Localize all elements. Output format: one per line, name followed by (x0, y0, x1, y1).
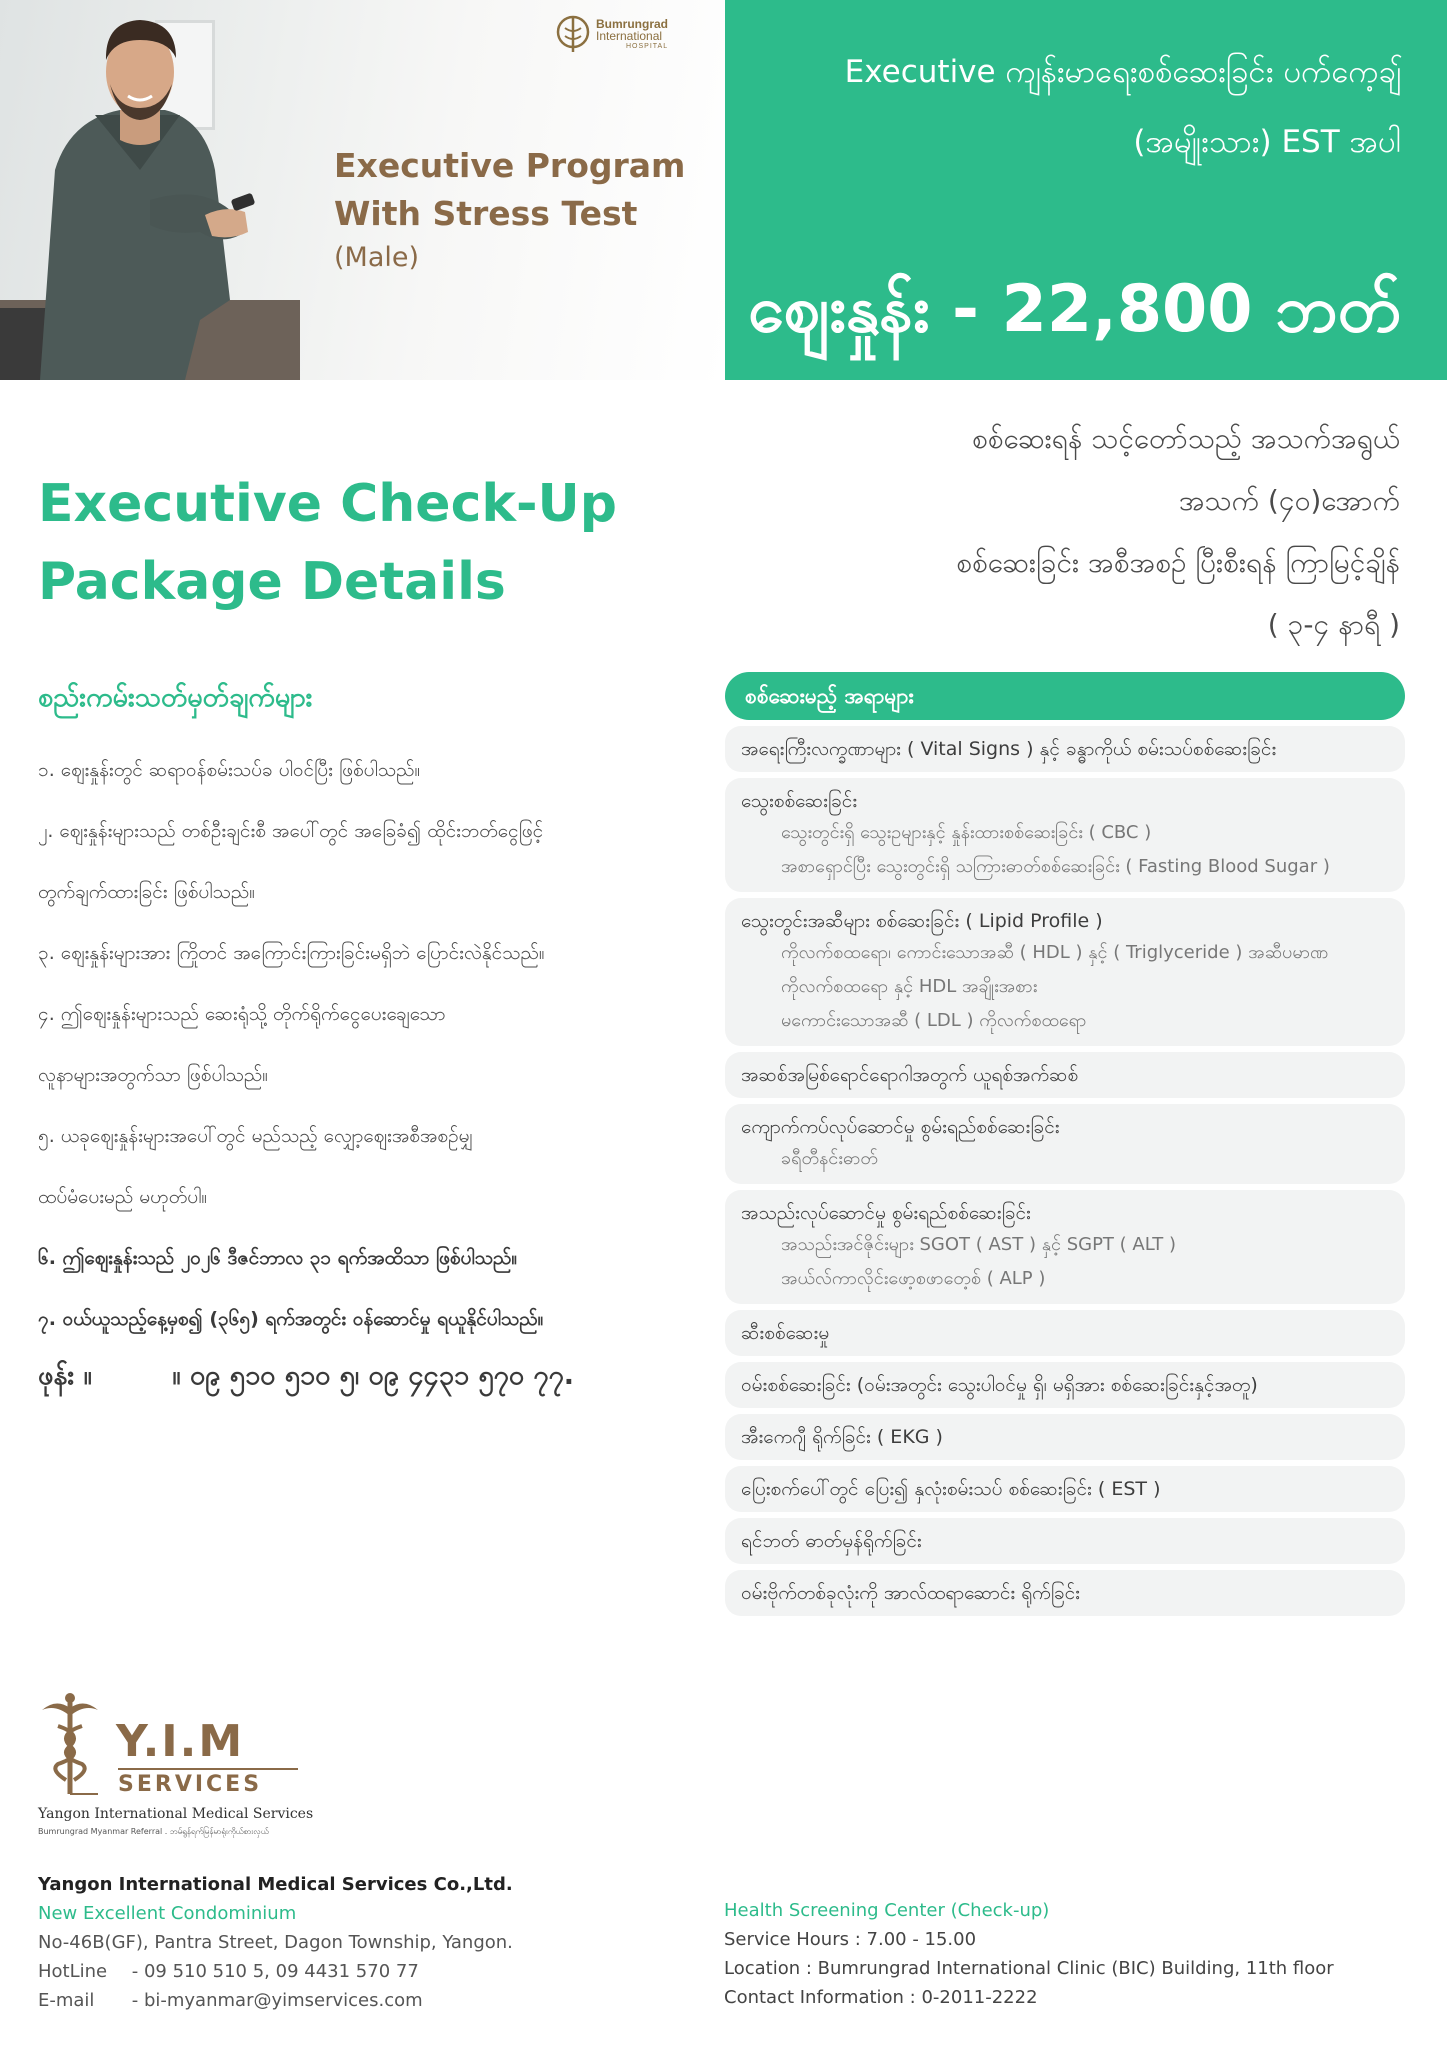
contact-row (724, 1983, 1334, 2012)
test-item-title: သွေးတွင်းအဆီများ စစ်ဆေးခြင်း ( Lipid Profile ) (741, 910, 1103, 932)
service-hours-label: Service Hours : (724, 1929, 861, 1950)
test-item-title: အသည်းလုပ်ဆောင်မှု စွမ်းရည်စစ်ဆေးခြင်း (741, 1202, 1031, 1224)
page-title (38, 465, 617, 621)
age-info-line: စစ်ဆေးရန် သင့်တော်သည့် အသက်အရွယ် (971, 422, 1400, 455)
test-item-title: အရေးကြီးလက္ခဏာများ ( Vital Signs ) နှင့် ခန္ဓာကိုယ် စမ်းသပ်စစ်ဆေးခြင်း (741, 738, 1277, 760)
test-item-detail: ကိုလက်စထရော၊ ကောင်းသောအဆီ ( HDL ) နှင့် ( Triglyceride ) အဆီပမာဏ (781, 942, 1329, 963)
email-row (38, 1986, 513, 2015)
test-item-detail: အစာရှောင်ပြီး သွေးတွင်းရှိ သကြားဓာတ်စစ်ဆေးခြင်း ( Fasting Blood Sugar ) (781, 856, 1330, 877)
price-banner (725, 0, 1447, 380)
test-item-title: ဝမ်းစစ်ဆေးခြင်း (ဝမ်းအတွင်း သွေးပါဝင်မှု ရှိ၊ မရှိအား စစ်ဆေးခြင်းနှင့်အတူ) (741, 1374, 1258, 1396)
hospital-logo-line3: HOSPITAL (626, 42, 669, 50)
program-title-line2: With Stress Test (334, 194, 638, 233)
program-title-line1: Executive Program (334, 146, 686, 185)
test-item (725, 1052, 1405, 1098)
terms-line: ထပ်မံပေးမည် မဟုတ်ပါ။ (38, 1186, 208, 1208)
test-item-detail: ခရီတီနင်းဓာတ် (781, 1148, 878, 1169)
test-item-title: ဝမ်းဗိုက်တစ်ခုလုံးကို အာလ်ထရာဆောင်း ရိုက်ခြင်း (741, 1582, 1080, 1604)
hero-photo-panel (0, 0, 725, 380)
test-item-detail: အယ်လ်ကာလိုင်းဖော့စဖာတေ့စ် ( ALP ) (781, 1268, 1046, 1289)
email-label: E-mail (38, 1990, 95, 2011)
test-item (725, 1414, 1405, 1460)
package-title-mm-line2: (အမျိုးသား) EST အပါ (1133, 124, 1401, 160)
test-item (725, 1518, 1405, 1564)
man-with-phone-photo (0, 0, 300, 380)
tests-list (725, 672, 1405, 1622)
test-item-title: ပြေးစက်ပေါ်တွင် ပြေး၍ နှလုံးစမ်းသပ် စစ်ဆေးခြင်း ( EST ) (741, 1478, 1161, 1500)
test-item-detail: မကောင်းသောအဆီ ( LDL ) ကိုလက်စထရော (781, 1010, 1087, 1031)
terms-title: စည်းကမ်းသတ်မှတ်ချက်များ (38, 682, 313, 713)
location-row (724, 1954, 1334, 1983)
test-item (725, 1104, 1405, 1184)
company-building: New Excellent Condominium (38, 1903, 297, 1924)
test-item-title: ရင်ဘတ် ဓာတ်မှန်ရိုက်ခြင်း (741, 1530, 922, 1552)
terms-line: ၂. ဈေးနှုန်းများသည် တစ်ဦးချင်းစီ အပေါ်တွင် အခြေခံ၍ ထိုင်းဘတ်ငွေဖြင့် (38, 820, 544, 842)
test-item (725, 726, 1405, 772)
bumrungrad-logo (556, 14, 668, 54)
package-price: ဈေးနှုန်း - 22,800 ဘတ် (748, 272, 1401, 347)
terms-line: တွက်ချက်ထားခြင်း ဖြစ်ပါသည်။ (38, 881, 256, 903)
test-item (725, 1466, 1405, 1512)
tests-header: စစ်ဆေးမည့် အရာများ (725, 672, 1405, 720)
contact-value[interactable]: 0-2011-2222 (921, 1987, 1038, 2008)
test-item-title: ကျောက်ကပ်လုပ်ဆောင်မှု စွမ်းရည်စစ်ဆေးခြင်း (741, 1116, 1060, 1138)
test-item (725, 1570, 1405, 1616)
yim-logo (38, 1690, 314, 1840)
age-info-line: ( ၃-၄ နာရီ ) (1267, 608, 1400, 641)
program-title (334, 142, 685, 238)
terms-line: ၅. ယခုဈေးနှုန်းများအပေါ်တွင် မည်သည့် လျှော့ဈေးအစီအစဉ်မျှ (38, 1125, 474, 1147)
hospital-logo-line2: International (596, 29, 663, 44)
page-title-line1: Executive Check-Up (38, 474, 618, 534)
package-title-mm-line1: Executive ကျန်းမာရေးစစ်ဆေးခြင်း ပက်ကေ့ချ် (844, 54, 1401, 90)
test-item-title: ဆီးစစ်ဆေးမှု (741, 1322, 830, 1344)
terms-line: ၄. ဤဈေးနှုန်းများသည် ဆေးရုံသို့ တိုက်ရိုက်ငွေပေးချေသော (38, 1003, 446, 1025)
company-name: Yangon International Medical Services Co.,Ltd. (38, 1874, 513, 1895)
contact-label: Contact Information : (724, 1987, 916, 2008)
screening-center-info (724, 1896, 1334, 2012)
terms-line: ၃. ဈေးနှုန်းများအား ကြိုတင် အကြောင်းကြားခြင်းမရှိဘဲ ပြောင်းလဲနိုင်သည်။ (38, 942, 545, 964)
phone-number[interactable]: ။ ၀၉ ၅၁၀ ၅၁၀ ၅၊ ၀၉ ၄၄၃၁ ၅၇၀ ၇၇. (172, 1360, 575, 1391)
yim-brand-sub: SERVICES (118, 1768, 298, 1797)
test-item-title: သွေးစစ်ဆေးခြင်း (741, 790, 858, 812)
terms-line: ၇. ဝယ်ယူသည့်နေ့မှစ၍ (၃၆၅) ရက်အတွင်း ဝန်ဆောင်မှု ရယူနိုင်ပါသည်။ (38, 1308, 544, 1330)
test-item (725, 1310, 1405, 1356)
test-item-detail: သွေးတွင်းရှိ သွေးဥများနှင့် နှုန်းထားစစ်ဆေးခြင်း ( CBC ) (781, 822, 1152, 843)
yim-brand: Y.I.M (116, 1716, 245, 1767)
test-item (725, 1362, 1405, 1408)
service-hours-value: 7.00 - 15.00 (866, 1929, 977, 1950)
terms-line: ၁. ဈေးနှုန်းတွင် ဆရာဝန်စမ်းသပ်ခ ပါဝင်ပြီး ဖြစ်ပါသည်။ (38, 759, 421, 781)
hotline-row (38, 1957, 513, 1986)
test-item (725, 778, 1405, 892)
age-info-line: အသက် (၄၀)အောက် (1178, 484, 1400, 517)
phone-line (38, 1358, 574, 1398)
caduceus-icon (38, 1690, 102, 1800)
yim-full-name: Yangon International Medical Services (38, 1806, 314, 1822)
test-item (725, 898, 1405, 1046)
test-item-title: အီးကေဂျီ ရိုက်ခြင်း ( EKG ) (741, 1426, 943, 1448)
test-item (725, 1190, 1405, 1304)
location-value: Bumrungrad International Clinic (BIC) Building, 11th floor (817, 1958, 1334, 1979)
company-address: No-46B(GF), Pantra Street, Dagon Township, Yangon. (38, 1932, 513, 1953)
hotline-value[interactable]: - 09 510 510 5, 09 4431 570 77 (131, 1961, 419, 1982)
phone-label: ဖုန်း ။ (38, 1360, 92, 1391)
caduceus-icon (556, 14, 590, 54)
page-title-line2: Package Details (38, 552, 506, 612)
test-item-detail: ကိုလက်စထရော နှင့် HDL အချိုးအစား (781, 976, 1038, 997)
terms-line: ၆. ဤဈေးနှုန်းသည် ၂၀၂၆ ဒီဇင်ဘာလ ၃၁ ရက်အထိသာ ဖြစ်ပါသည်။ (38, 1247, 518, 1269)
hotline-label: HotLine (38, 1961, 108, 1982)
hospital-logo-line1: Bumrungrad (596, 16, 668, 31)
terms-line: လူနာများအတွက်သာ ဖြစ်ပါသည်။ (38, 1064, 269, 1086)
terms-list (38, 740, 678, 1350)
age-info-line: စစ်ဆေးခြင်း အစီအစဉ် ပြီးစီးရန် ကြာမြင့်ချိန် (956, 546, 1400, 579)
service-hours-row (724, 1925, 1334, 1954)
test-item-detail: အသည်းအင်ဇိုင်းများ SGOT ( AST ) နှင့် SGPT ( ALT ) (781, 1234, 1176, 1255)
center-heading: Health Screening Center (Check-up) (724, 1900, 1050, 1921)
age-duration-info (956, 408, 1400, 656)
program-subtitle: (Male) (334, 242, 420, 273)
test-item-title: အဆစ်အမြစ်ရောင်ရောဂါအတွက် ယူရစ်အက်ဆစ် (741, 1064, 1079, 1086)
yim-tagline: Bumrungrad Myanmar Referral . ဘမ်ရွန်ရက်မြန်မာရုံးကိုယ်စားလှယ် (38, 1827, 269, 1836)
email-value[interactable]: - bi-myanmar@yimservices.com (131, 1990, 423, 2011)
location-label: Location : (724, 1958, 812, 1979)
company-contact (38, 1870, 513, 2015)
